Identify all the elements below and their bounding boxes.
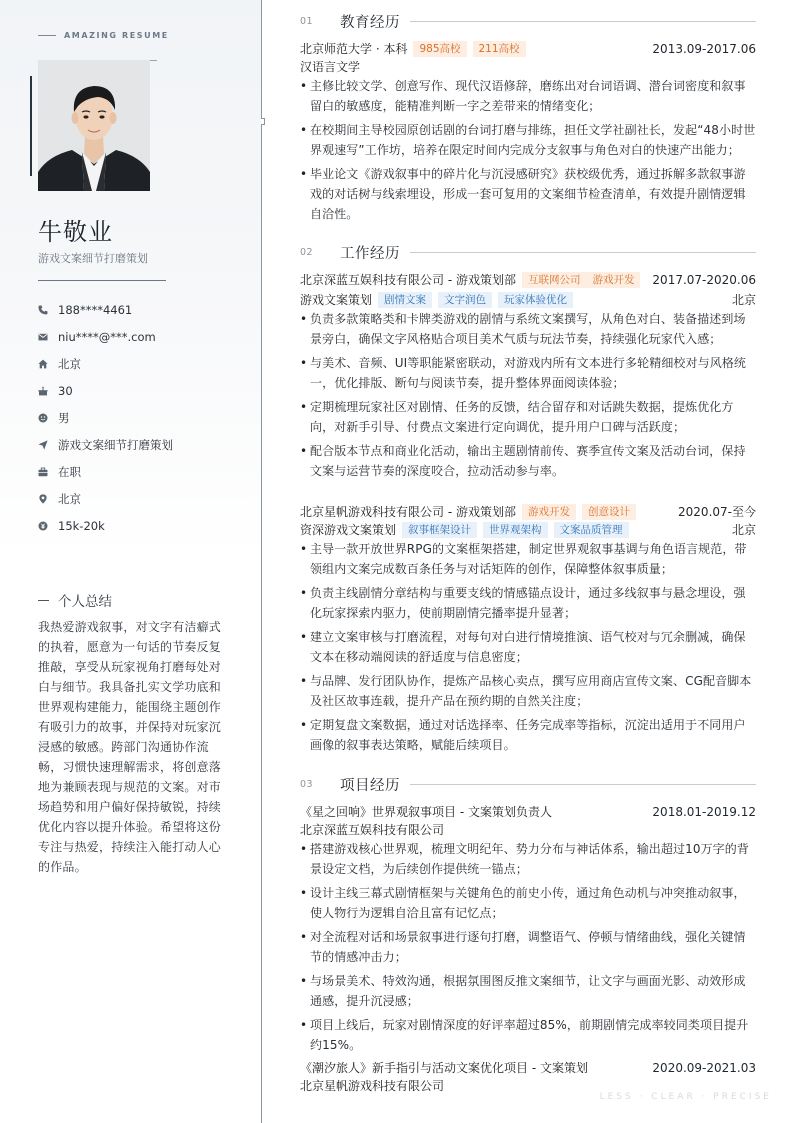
info-phone <box>38 296 248 323</box>
list-item: • 毕业论文《游戏叙事中的碎片化与沉浸感研究》获校级优秀，通过拆解多款叙事游戏的对话树与线索埋设，形成一套可复用的文案细节检查清单，有效提升剧情逻辑自洽性。 <box>300 164 756 224</box>
work-role-row <box>300 291 756 309</box>
role-tag: 剧情文案 <box>378 292 432 308</box>
info-location-value: 北京 <box>58 491 81 506</box>
project-company: 北京星帆游戏科技有限公司 <box>300 1079 445 1093</box>
list-item: • 定期梳理玩家社区对剧情、任务的反馈，结合留存和对话跳失数据，提炼优化方向，对新手引导、付费点文案进行定向调优，提升用户口碑与活跃度； <box>300 397 756 437</box>
info-status <box>38 458 248 485</box>
section-rule <box>410 252 756 253</box>
company-tag: 游戏开发 <box>522 504 576 520</box>
education-entry <box>300 40 756 228</box>
sidebar-divider <box>261 0 262 1123</box>
work-header-row <box>300 503 756 521</box>
info-age-value: 30 <box>58 383 73 398</box>
company-tag: 创意设计 <box>582 504 636 520</box>
section-work-header <box>300 242 756 262</box>
work-city: 北京 <box>731 523 756 537</box>
list-item: • 项目上线后，玩家对剧情深度的好评率超过85%，前期剧情完成率较同类项目提升约15%。 <box>300 1015 756 1055</box>
divider-tick <box>261 118 265 125</box>
school-tag: 211高校 <box>473 41 526 57</box>
project-name: 《星之回响》世界观叙事项目 - 文案策划负责人 <box>300 805 552 819</box>
gender-icon <box>38 411 58 425</box>
cake-icon <box>38 384 58 398</box>
education-header-row <box>300 40 756 58</box>
work-city: 北京 <box>731 293 756 307</box>
info-phone-value: 188****4461 <box>58 302 133 317</box>
info-email <box>38 323 248 350</box>
section-number: 02 <box>300 246 314 258</box>
briefcase-icon <box>38 465 58 479</box>
work-role: 资深游戏文案策划 <box>300 523 397 537</box>
send-icon <box>38 438 58 452</box>
avatar-portrait <box>38 60 150 191</box>
section-rule <box>410 21 756 22</box>
avatar <box>38 60 150 191</box>
mail-icon <box>38 330 58 344</box>
work-date: 2017.07-2020.06 <box>652 273 756 287</box>
list-item: • 与美术、音频、UI等职能紧密联动，对游戏内所有文本进行多轮精细校对与风格统一，优化排版、断句与阅读节奏，提升整体界面阅读体验； <box>300 353 756 393</box>
brand <box>38 31 169 40</box>
project-name: 《潮汐旅人》新手指引与活动文案优化项目 - 文案策划 <box>300 1061 588 1075</box>
role-tag: 文案品质管理 <box>554 522 629 538</box>
candidate-name: 牛敬业 <box>38 218 113 246</box>
list-item: • 设计主线三幕式剧情框架与关键角色的前史小传，通过角色动机与冲突推动叙事，使人物行为逻辑自洽且富有记忆点； <box>300 883 756 923</box>
info-status-value: 在职 <box>58 464 81 479</box>
home-icon <box>38 357 58 371</box>
company-tag: 游戏开发 <box>586 272 640 288</box>
list-item: • 在校期间主导校园原创话剧的台词打磨与排练，担任文学社副社长，发起“48小时世界观速写”工作坊，培养在限定时间内完成分支叙事与角色对白的快速产出能力； <box>300 120 756 160</box>
school-name: 北京师范大学 · 本科 <box>300 42 408 56</box>
work-company: 北京深蓝互娱科技有限公司 - 游戏策划部 <box>300 273 516 287</box>
project-header-row <box>300 1059 756 1077</box>
list-item: • 与品牌、发行团队协作，提炼产品核心卖点，撰写应用商店宣传文案、CG配音脚本及社区故事连载，提升产品在预约期的自然关注度； <box>300 671 756 711</box>
info-salary-value: 15k-20k <box>58 518 105 533</box>
section-title: 项目经历 <box>340 777 400 794</box>
list-item: • 主导一款开放世界RPG的文案框架搭建，制定世界观叙事基调与角色语言规范，带领组内文案完成数百条任务与对话矩阵的创作，保障整体叙事质量； <box>300 539 756 579</box>
info-target-position-value: 游戏文案细节打磨策划 <box>58 437 173 452</box>
info-salary <box>38 512 248 539</box>
info-home <box>38 350 248 377</box>
info-location <box>38 485 248 512</box>
section-rule <box>410 784 756 785</box>
project-date: 2018.01-2019.12 <box>652 805 756 819</box>
project-bullets <box>300 839 756 1055</box>
role-tag: 叙事框架设计 <box>402 522 477 538</box>
education-bullets <box>300 76 756 224</box>
info-email-value: niu****@***.com <box>58 329 156 344</box>
list-item: • 主修比较文学、创意写作、现代汉语修辞，磨练出对台词语调、潜台词密度和叙事留白的敏感度，能精准判断一字之差带来的情绪变化； <box>300 76 756 116</box>
brand-line <box>38 35 56 36</box>
phone-icon <box>38 303 58 317</box>
section-number: 01 <box>300 15 314 27</box>
info-gender-value: 男 <box>58 410 70 425</box>
watermark: LESS · CLEAR · PRECISE <box>599 1092 772 1102</box>
work-bullets <box>300 309 756 481</box>
summary-title: 个人总结 <box>58 594 112 610</box>
project-entry <box>300 803 756 1059</box>
work-role-row <box>300 521 756 539</box>
list-item: • 负责多款策略类和卡牌类游戏的剧情与系统文案撰写，从角色对白、装备描述到场景旁白，确保文字风格贴合项目美术气质与玩法节奏，持续强化玩家代入感； <box>300 309 756 349</box>
role-tag: 世界观架构 <box>483 522 548 538</box>
project-company: 北京深蓝互娱科技有限公司 <box>300 823 445 837</box>
work-date: 2020.07-至今 <box>678 505 756 519</box>
work-company: 北京星帆游戏科技有限公司 - 游戏策划部 <box>300 505 516 519</box>
summary-text: 我热爱游戏叙事，对文字有洁癖式的执着，愿意为一句话的节奏反复推敲，享受从玩家视角打磨每处对白与细节。我具备扎实文学功底和世界观构建能力，能围绕主题创作有吸引力的故事，并保持对玩家沉浸感的敏感。跨部门沟通协作流畅，习惯快速理解需求，将创意落地为兼顾表现与规范的文案。对市场趋势和用户偏好保持敏锐，持续优化内容以提升体验。希望将这份专注与热爱，持续注入能打动人心的作品。 <box>38 620 222 874</box>
list-item: • 搭建游戏核心世界观，梳理文明纪年、势力分布与神话体系，输出超过10万字的背景设定文档，为后续创作提供统一锚点； <box>300 839 756 879</box>
school-tag: 985高校 <box>413 41 466 57</box>
summary-header <box>38 590 112 610</box>
work-entry <box>300 503 756 759</box>
candidate-title: 游戏文案细节打磨策划 <box>38 252 148 265</box>
project-header-row <box>300 803 756 821</box>
summary-header-line <box>38 600 49 601</box>
location-pin-icon <box>38 492 58 506</box>
section-title: 工作经历 <box>340 245 400 262</box>
info-target-position <box>38 431 248 458</box>
project-entry <box>300 1059 756 1095</box>
role-tag: 玩家体验优化 <box>498 292 573 308</box>
contact-info-list <box>38 296 248 539</box>
work-bullets <box>300 539 756 755</box>
company-tag: 互联网公司 <box>522 272 587 288</box>
project-company-row <box>300 821 756 839</box>
work-header-row <box>300 271 756 289</box>
info-age <box>38 377 248 404</box>
role-tag: 文字润色 <box>438 292 492 308</box>
info-home-value: 北京 <box>58 356 81 371</box>
brand-text: AMAZING RESUME <box>64 31 169 40</box>
photo-accent-bar <box>30 76 32 176</box>
list-item: • 对全流程对话和场景叙事进行逐句打磨，调整语气、停顿与情绪曲线，强化关键情节的情感冲击力； <box>300 927 756 967</box>
list-item: • 负责主线剧情分章结构与重要支线的情感锚点设计，通过多线叙事与悬念埋设，强化玩家探索内驱力，使前期剧情完播率提升显著； <box>300 583 756 623</box>
section-number: 03 <box>300 778 314 790</box>
section-projects-header <box>300 774 756 794</box>
section-title: 教育经历 <box>340 14 400 31</box>
list-item: • 与场景美术、特效沟通，根据氛围图反推文案细节，让文字与画面光影、动效形成通感，提升沉浸感； <box>300 971 756 1011</box>
work-entry <box>300 271 756 485</box>
name-divider <box>38 280 166 281</box>
education-major-row <box>300 58 756 76</box>
info-gender <box>38 404 248 431</box>
work-role: 游戏文案策划 <box>300 293 373 307</box>
salary-icon <box>38 519 58 533</box>
list-item: • 建立文案审核与打磨流程，对每句对白进行情境推演、语气校对与冗余删减，确保文本在移动端阅读的舒适度与信息密度； <box>300 627 756 667</box>
project-date: 2020.09-2021.03 <box>652 1061 756 1075</box>
education-major: 汉语言文学 <box>300 60 361 74</box>
section-education-header <box>300 11 756 31</box>
list-item: • 配合版本节点和商业化活动，输出主题剧情前传、赛季宣传文案及活动台词，保持文案与运营节奏的深度咬合，拉动活动参与率。 <box>300 441 756 481</box>
education-date: 2013.09-2017.06 <box>652 42 756 56</box>
list-item: • 定期复盘文案数据，通过对话选择率、任务完成率等指标，沉淀出适用于不同用户画像的叙事表达策略，赋能后续项目。 <box>300 715 756 755</box>
